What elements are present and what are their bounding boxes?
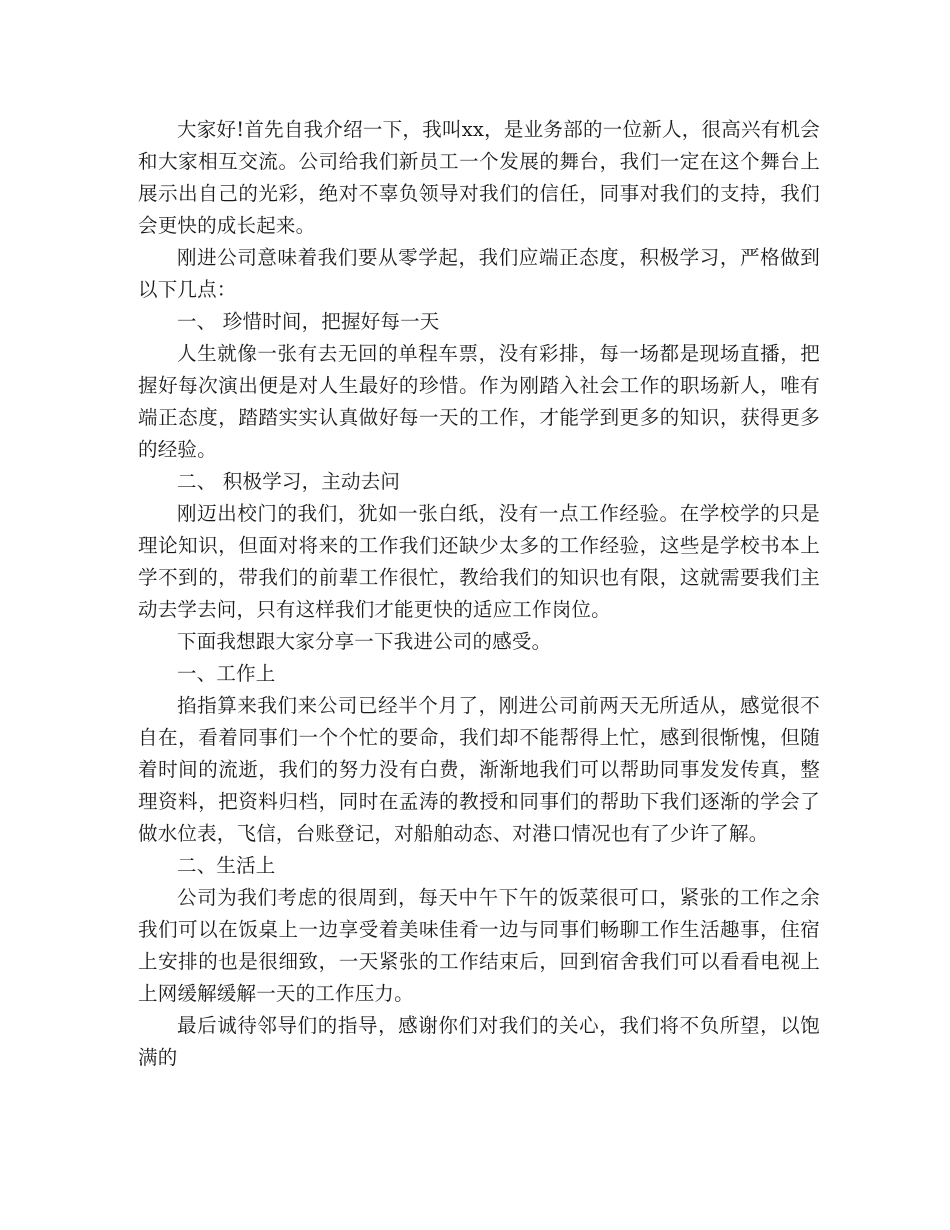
paragraph-life: 公司为我们考虑的很周到，每天中午下午的饭菜很可口，紧张的工作之余我们可以在饭桌上一边享受着美味佳肴一边与同事们畅聊工作生活趣事，住宿上安排的也是很细致，一天紧张的工作结束后，回到宿舍我们可以看看电视上上网缓解缓解一天的工作压力。 (138, 886, 820, 1005)
paragraph-attitude: 刚进公司意味着我们要从零学起，我们应端正态度，积极学习，严格做到以下几点： (138, 246, 820, 301)
section-heading-life: 二、生活上 (177, 854, 276, 877)
section-heading-cherish-time: 一、 珍惜时间，把握好每一天 (177, 310, 440, 333)
paragraph-closing: 最后诚待邻导们的指导，感谢你们对我们的关心，我们将不负所望，以饱满的 (138, 1014, 820, 1069)
section-heading-work: 一、工作上 (177, 662, 276, 685)
paragraph-work: 掐指算来我们来公司已经半个月了，刚进公司前两天无所适从，感觉很不自在，看着同事们一个个忙的要命，我们却不能帮得上忙，感到很惭愧，但随着时间的流逝，我们的努力没有白费，渐渐地我们可以帮助同事发发传真，整理资料，把资料归档，同时在孟涛的教授和同事们的帮助下我们逐渐的学会了做水位表，飞信，台账登记，对船舶动态、对港口情况也有了少许了解。 (138, 694, 820, 845)
document-body (138, 114, 820, 1074)
paragraph-cherish-time: 人生就像一张有去无回的单程车票，没有彩排，每一场都是现场直播，把握好每次演出便是对人生最好的珍惜。作为刚踏入社会工作的职场新人，唯有端正态度，踏踏实实认真做好每一天的工作，才能学到更多的知识，获得更多的经验。 (138, 342, 820, 461)
section-heading-active-learning: 二、 积极学习，主动去问 (177, 470, 401, 493)
paragraph-active-learning: 刚迈出校门的我们，犹如一张白纸，没有一点工作经验。在学校学的只是理论知识，但面对将来的工作我们还缺少太多的工作经验，这些是学校书本上学不到的，带我们的前辈工作很忙，教给我们的知识也有限，这就需要我们主动去学去问，只有这样我们才能更快的适应工作岗位。 (138, 502, 820, 621)
paragraph-intro: 大家好!首先自我介绍一下，我叫xx，是业务部的一位新人，很高兴有机会和大家相互交流。公司给我们新员工一个发展的舞台，我们一定在这个舞台上展示出自己的光彩，绝对不辜负领导对我们的信任，同事对我们的支持，我们会更快的成长起来。 (138, 118, 820, 237)
paragraph-share: 下面我想跟大家分享一下我进公司的感受。 (177, 630, 552, 653)
